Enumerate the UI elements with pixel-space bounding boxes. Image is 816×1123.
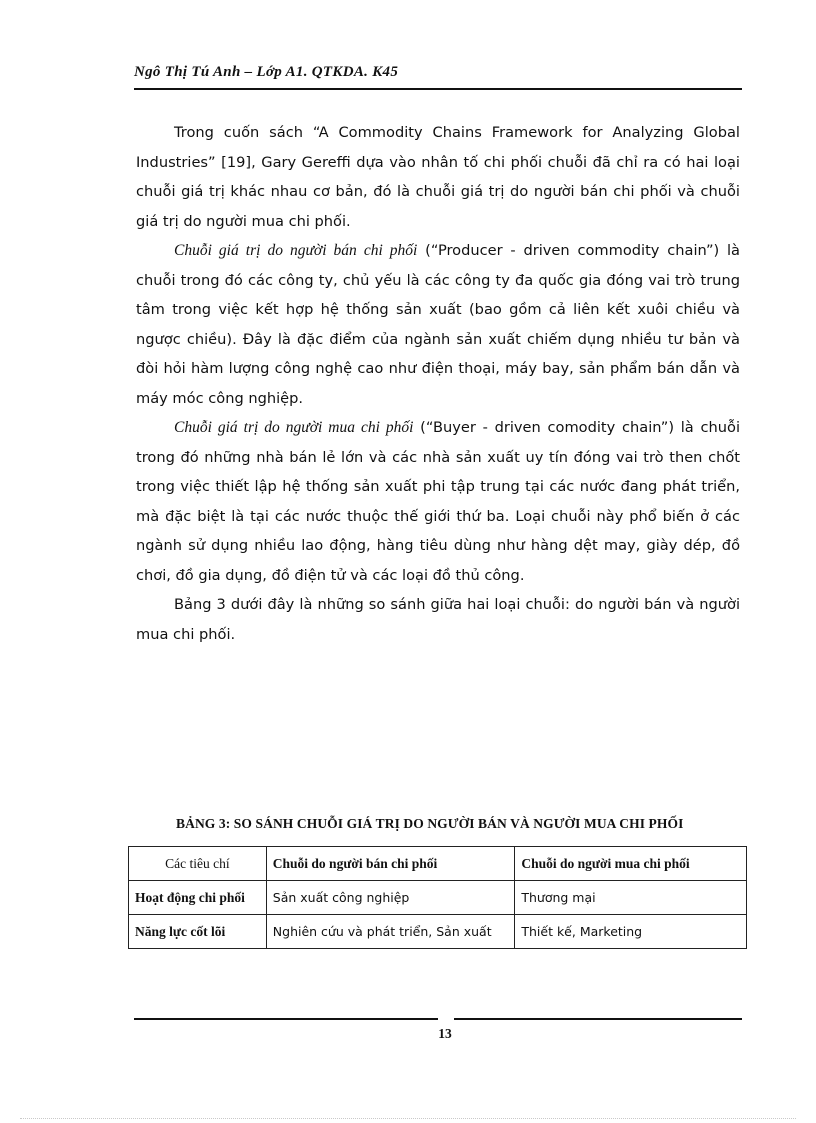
table-header-row — [129, 847, 747, 881]
table-cell-producer: Nghiên cứu và phát triển, Sản xuất — [266, 915, 515, 949]
table-cell-criterion: Hoạt động chi phối — [129, 881, 267, 915]
comparison-table — [128, 846, 747, 949]
table-cell-buyer: Thương mại — [515, 881, 747, 915]
paragraph-producer-driven-text: (“Producer - driven commodity chain”) là chuỗi trong đó các công ty, chủ yếu là các công ty đa quốc gia đóng vai trò trung tâm trong việc kết hợp hệ thống sản xuất (bao gồm cả liên kết xuôi chiều và ngược chiều). Đây là đặc điểm của ngành sản xuất chiếm dụng nhiều tư bản và đòi hỏi hàm lượng công nghệ cao như điện thoại, máy bay, sản phẩm bán dẫn và máy móc công nghiệp. — [136, 242, 740, 407]
table-header-producer: Chuỗi do người bán chi phối — [266, 847, 515, 881]
table-cell-buyer: Thiết kế, Marketing — [515, 915, 747, 949]
paragraph-producer-driven — [136, 236, 740, 413]
body-text — [136, 118, 740, 649]
paragraph-table-reference: Bảng 3 dưới đây là những so sánh giữa hai loại chuỗi: do người bán và người mua chi phối. — [136, 596, 740, 643]
footer-divider-right — [454, 1018, 742, 1020]
term-producer-driven: Chuỗi giá trị do người bán chi phối — [174, 242, 418, 259]
table-cell-producer: Sản xuất công nghiệp — [266, 881, 515, 915]
page-bottom-edge — [20, 1118, 796, 1119]
table-row — [129, 881, 747, 915]
term-buyer-driven: Chuỗi giá trị do người mua chi phối — [174, 419, 414, 436]
page-header: Ngô Thị Tú Anh – Lớp A1. QTKDA. K45 — [134, 64, 399, 80]
footer-divider-left — [134, 1018, 438, 1020]
page-number: 13 — [438, 1026, 452, 1041]
table-header-criteria: Các tiêu chí — [129, 847, 267, 881]
table-row — [129, 915, 747, 949]
table-title: BẢNG 3: SO SÁNH CHUỖI GIÁ TRỊ DO NGƯỜI BÁN VÀ NGƯỜI MUA CHI PHỐI — [176, 816, 684, 831]
paragraph-intro: Trong cuốn sách “A Commodity Chains Framework for Analyzing Global Industries” [19], Gary Gereffi dựa vào nhân tố chi phối chuỗi đã chỉ ra có hai loại chuỗi giá trị khác nhau cơ bản, đó là chuỗi giá trị do người bán chi phối và chuỗi giá trị do người mua chi phối. — [136, 124, 740, 230]
table-cell-criterion: Năng lực cốt lõi — [129, 915, 267, 949]
table-header-buyer: Chuỗi do người mua chi phối — [515, 847, 747, 881]
header-divider — [134, 88, 742, 90]
paragraph-buyer-driven-text: (“Buyer - driven comodity chain”) là chuỗi trong đó những nhà bán lẻ lớn và các nhà sản xuất uy tín đóng vai trò then chốt trong việc thiết lập hệ thống sản xuất phi tập trung tại các nước đang phát triển, mà đặc biệt là tại các nước thuộc thế giới thứ ba. Loại chuỗi này phổ biến ở các ngành sử dụng nhiều lao động, hàng tiêu dùng như hàng dệt may, giày dép, đồ chơi, đồ gia dụng, đồ điện tử và các loại đồ thủ công. — [136, 419, 740, 584]
paragraph-buyer-driven — [136, 413, 740, 590]
